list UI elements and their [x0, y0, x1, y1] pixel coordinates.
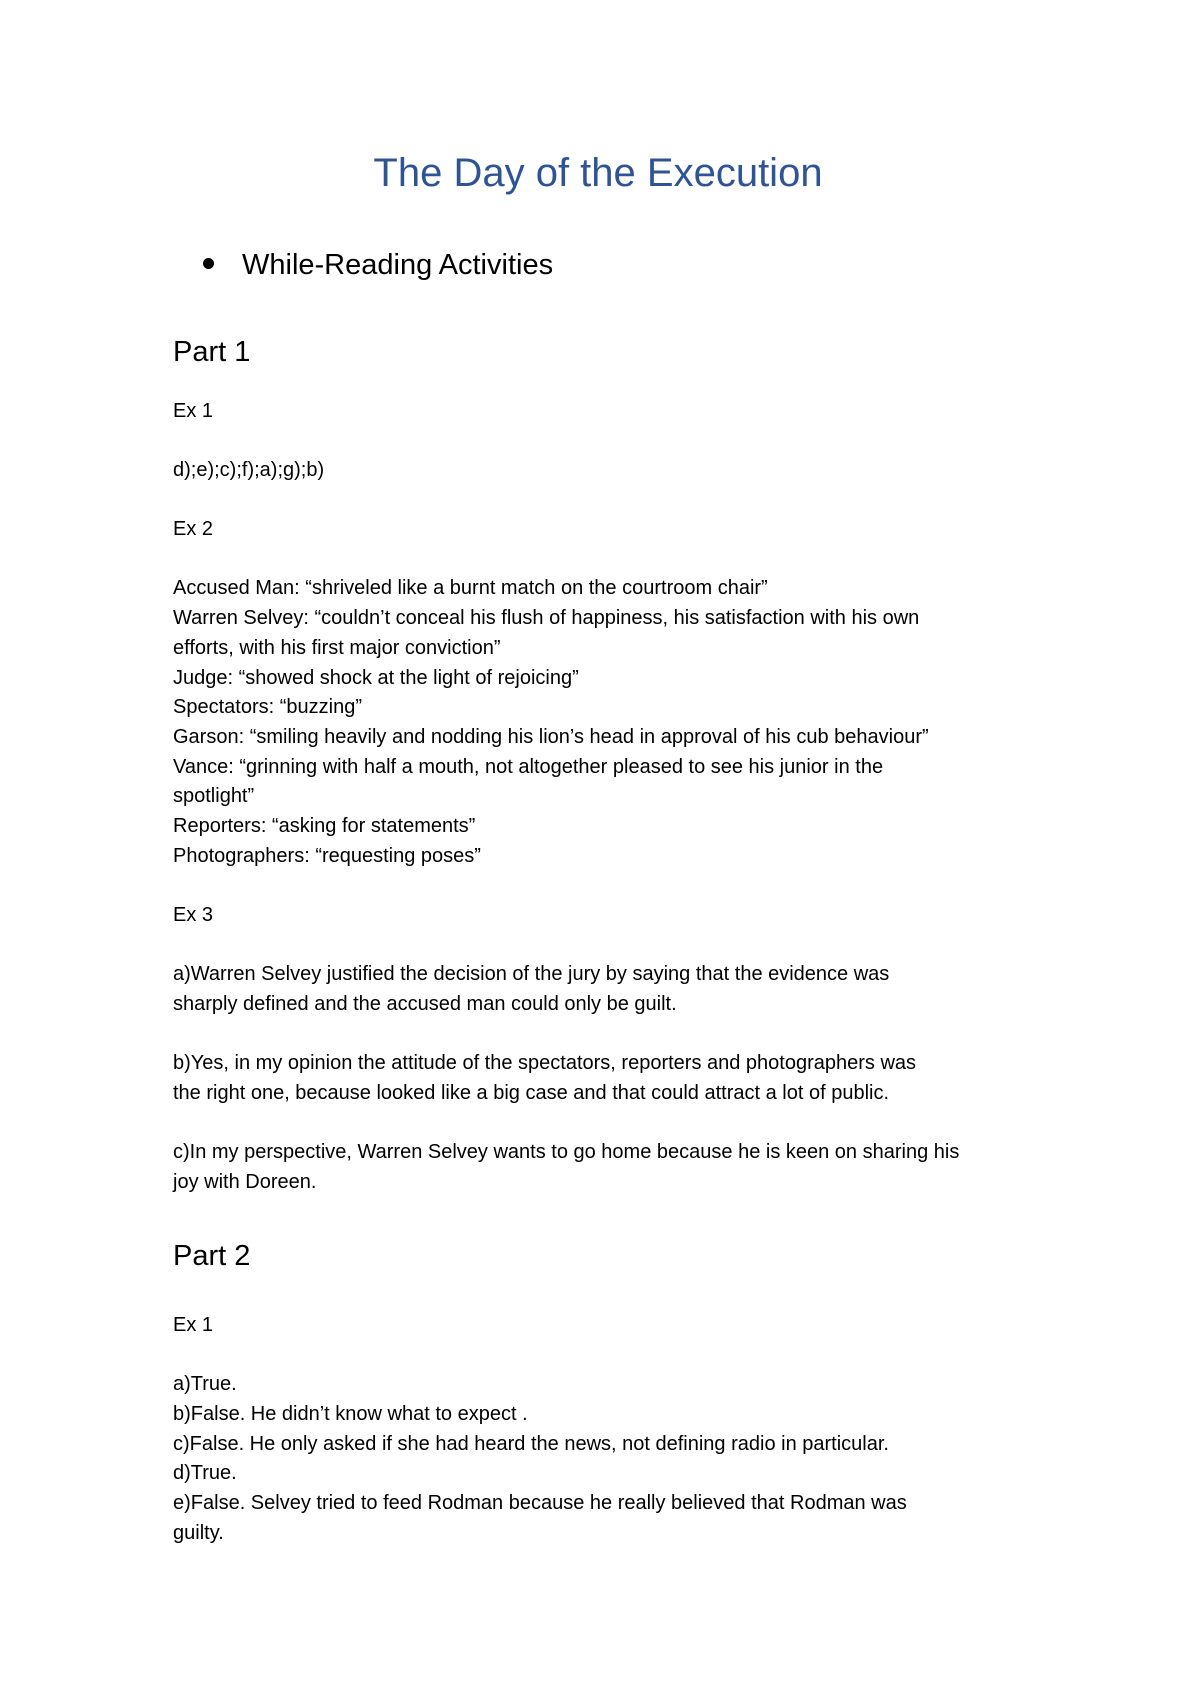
ex-2-line: Vance: “grinning with half a mouth, not altogether pleased to see his junior in the: [173, 756, 884, 778]
ex-2-line: efforts, with his first major conviction”: [173, 637, 501, 659]
ex-2-line: Spectators: “buzzing”: [173, 696, 362, 718]
ex-2-line: Reporters: “asking for statements”: [173, 815, 476, 837]
ex-2-line: Warren Selvey: “couldn’t conceal his flush of happiness, his satisfaction with his own: [173, 607, 920, 629]
ex-3-answer-line: b)Yes, in my opinion the attitude of the spectators, reporters and photographers was: [173, 1052, 917, 1074]
ex-2-line: Accused Man: “shriveled like a burnt match on the courtroom chair”: [173, 577, 768, 599]
ex-3-answer-line: a)Warren Selvey justified the decision of the jury by saying that the evidence was: [173, 963, 890, 985]
bullet-item: [203, 247, 553, 283]
part-1-heading: Part 1: [173, 336, 251, 368]
part-1-ex-2-label: Ex 2: [173, 518, 214, 540]
document-title: The Day of the Execution: [373, 151, 823, 195]
part-1-ex-3-label: Ex 3: [173, 904, 214, 926]
ex-3-answer-line: joy with Doreen.: [173, 1171, 317, 1193]
ex-3-answer-line: sharply defined and the accused man could only be guilt.: [173, 993, 677, 1015]
part-2-ex-1-line: d)True.: [173, 1462, 237, 1484]
part-2-ex-1-line: c)False. He only asked if she had heard the news, not defining radio in particular.: [173, 1433, 889, 1455]
ex-3-answer-line: c)In my perspective, Warren Selvey wants to go home because he is keen on sharing his: [173, 1141, 960, 1163]
ex-2-line: Garson: “smiling heavily and nodding his lion’s head in approval of his cub behaviour”: [173, 726, 929, 748]
part-2-ex-1-line: b)False. He didn’t know what to expect .: [173, 1403, 528, 1425]
part-1-ex-1-label: Ex 1: [173, 400, 214, 422]
part-1-ex-1-answer: d);e);c);f);a);g);b): [173, 459, 325, 481]
ex-2-line: Photographers: “requesting poses”: [173, 845, 481, 867]
bullet-text: While-Reading Activities: [242, 249, 554, 281]
part-2-ex-1-line: e)False. Selvey tried to feed Rodman because he really believed that Rodman was: [173, 1492, 907, 1514]
ex-3-answer-line: the right one, because looked like a big case and that could attract a lot of public.: [173, 1082, 890, 1104]
ex-2-line: Judge: “showed shock at the light of rejoicing”: [173, 667, 579, 689]
part-2-heading: Part 2: [173, 1240, 251, 1272]
part-2-ex-1-label: Ex 1: [173, 1314, 214, 1336]
part-2-ex-1-line: a)True.: [173, 1373, 237, 1395]
part-2-ex-1-line: guilty.: [173, 1522, 224, 1544]
ex-2-line: spotlight”: [173, 785, 255, 807]
bullet-icon: [203, 258, 214, 269]
